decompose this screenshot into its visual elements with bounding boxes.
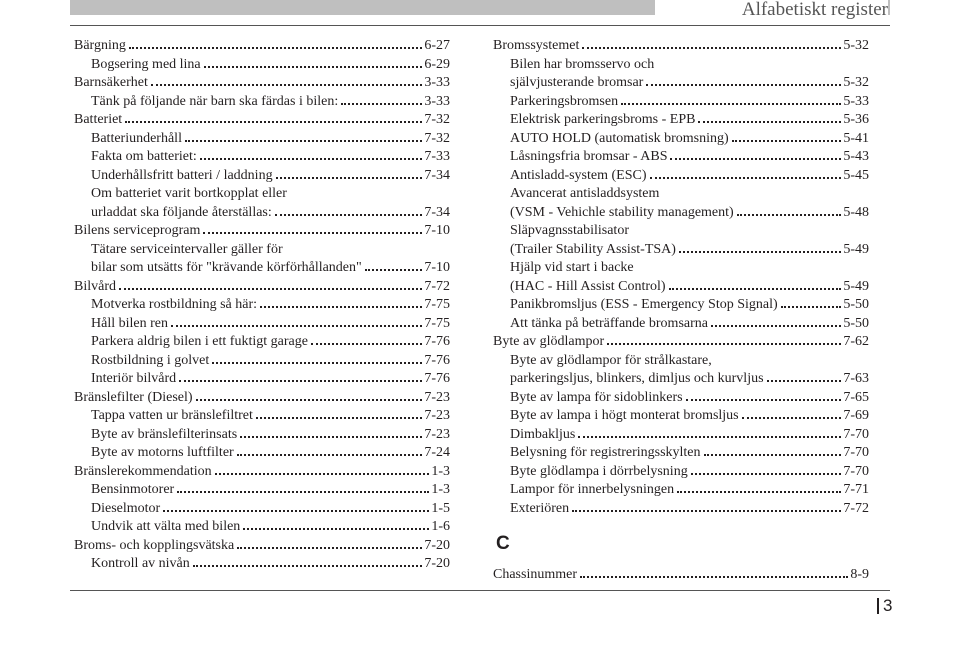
index-entry-line bbox=[493, 481, 869, 500]
index-entry-line bbox=[493, 204, 869, 223]
index-entry bbox=[74, 389, 450, 408]
index-entry bbox=[493, 333, 869, 352]
index-entry-line bbox=[74, 407, 450, 426]
index-entry-label: Byte av glödlampor bbox=[493, 334, 605, 349]
index-entry-label: Barnsäkerhet bbox=[74, 75, 148, 90]
index-entry-line bbox=[493, 463, 869, 482]
index-entry-page: 5-41 bbox=[843, 130, 869, 146]
dot-leader bbox=[275, 214, 423, 216]
dot-leader bbox=[732, 140, 842, 142]
index-entry-page: 3-33 bbox=[424, 93, 450, 109]
index-entry-line bbox=[74, 148, 450, 167]
index-entry-page: 7-62 bbox=[843, 334, 869, 349]
index-entry bbox=[74, 518, 450, 537]
index-entry-label: Panikbromsljus (ESS - Emergency Stop Signal) bbox=[510, 297, 778, 312]
index-entry-label: Parkeringsbromsen bbox=[510, 93, 619, 109]
index-entry bbox=[74, 315, 450, 334]
index-entry-label: Byte av lampa för sidoblinkers bbox=[510, 389, 683, 405]
dot-leader bbox=[311, 343, 422, 345]
index-entry-page: 5-32 bbox=[843, 75, 869, 90]
index-entry bbox=[74, 500, 450, 519]
index-entry-label: Bränslerekommendation bbox=[74, 463, 212, 479]
index-entry-line bbox=[493, 222, 869, 241]
index-entry bbox=[74, 74, 450, 93]
index-entry bbox=[74, 537, 450, 556]
index-entry-label: Håll bilen ren bbox=[91, 315, 168, 331]
index-entry-page: 6-29 bbox=[424, 56, 450, 72]
index-entry-label: Bränslefilter (Diesel) bbox=[74, 389, 193, 405]
index-entry-page: 7-72 bbox=[424, 278, 450, 294]
index-entry-line bbox=[74, 444, 450, 463]
index-entry-line bbox=[74, 333, 450, 352]
index-entry-label: Batteriet bbox=[74, 112, 123, 127]
index-entry-page: 7-32 bbox=[424, 112, 450, 127]
index-entry-line bbox=[493, 407, 869, 426]
index-entry-label: Bensinmotorer bbox=[91, 482, 175, 497]
index-entry-line bbox=[493, 185, 869, 204]
index-entry-line bbox=[74, 537, 450, 556]
dot-leader bbox=[179, 380, 422, 382]
index-entry bbox=[493, 37, 869, 56]
index-entry-line bbox=[493, 426, 869, 445]
dot-leader bbox=[240, 436, 422, 438]
index-entry-line bbox=[493, 74, 869, 93]
index-entry-line bbox=[74, 37, 450, 56]
index-entry-page: 7-70 bbox=[843, 463, 869, 479]
index-entry-line bbox=[74, 463, 450, 482]
index-entry-page: 7-34 bbox=[424, 204, 450, 220]
index-entry-line bbox=[493, 241, 869, 260]
dot-leader bbox=[177, 491, 429, 493]
index-entry bbox=[74, 222, 450, 241]
dot-leader bbox=[129, 47, 422, 49]
index-entry-page: 7-34 bbox=[424, 167, 450, 183]
dot-leader bbox=[767, 380, 842, 382]
index-entry bbox=[74, 185, 450, 222]
index-entry-label: Broms- och kopplingsvätska bbox=[74, 537, 235, 553]
index-entry-page: 7-71 bbox=[843, 482, 869, 497]
index-entry-label: (HAC - Hill Assist Control) bbox=[510, 278, 666, 294]
index-entry-page: 7-65 bbox=[843, 389, 869, 405]
index-entry-line bbox=[74, 518, 450, 537]
index-entry-page: 1-6 bbox=[431, 519, 450, 534]
index-entry-label: Underhållsfritt batteri / laddning bbox=[91, 167, 273, 183]
index-column-right bbox=[493, 37, 869, 585]
index-entry bbox=[493, 500, 869, 519]
index-entry-page: 5-36 bbox=[843, 112, 869, 127]
index-entry-line bbox=[493, 370, 869, 389]
index-entry-line bbox=[493, 167, 869, 186]
index-entry-label: Interiör bilvård bbox=[91, 371, 177, 386]
index-entry-page: 7-32 bbox=[424, 130, 450, 146]
footer-rule bbox=[70, 590, 890, 591]
index-entry-label: Släpvagnsstabilisator bbox=[510, 223, 629, 238]
index-entry-page: 7-72 bbox=[843, 500, 869, 516]
dot-leader bbox=[621, 103, 841, 105]
index-entry-label: Bilens serviceprogram bbox=[74, 223, 201, 238]
index-entry bbox=[493, 130, 869, 149]
index-entry-label: (VSM - Vehichle stability management) bbox=[510, 204, 734, 220]
index-entry-line bbox=[493, 333, 869, 352]
index-entry bbox=[493, 222, 869, 259]
index-column-right-entries bbox=[493, 37, 869, 518]
index-entry-label: Att tänka på beträffande bromsarna bbox=[510, 315, 708, 331]
index-entry-label: Kontroll av nivån bbox=[91, 556, 190, 571]
dot-leader bbox=[171, 325, 422, 327]
index-entry-label: Dieselmotor bbox=[91, 500, 161, 516]
index-entry bbox=[74, 444, 450, 463]
index-entry-line bbox=[74, 370, 450, 389]
index-entry-page: 7-63 bbox=[843, 371, 869, 386]
index-entry-page: 5-49 bbox=[843, 241, 869, 257]
index-entry-line bbox=[493, 315, 869, 334]
index-entry bbox=[74, 463, 450, 482]
index-entry-label: Elektrisk parkeringsbroms - EPB bbox=[510, 112, 696, 127]
index-entry-line bbox=[493, 56, 869, 75]
index-entry-label: Bärgning bbox=[74, 38, 126, 53]
index-entry-page: 5-45 bbox=[843, 167, 869, 183]
dot-leader bbox=[737, 214, 842, 216]
index-entry-page: 7-24 bbox=[424, 445, 450, 460]
index-entry bbox=[74, 352, 450, 371]
index-entry-page: 5-33 bbox=[843, 93, 869, 109]
dot-leader bbox=[196, 399, 423, 401]
index-entry bbox=[74, 333, 450, 352]
index-entry-label: urladdat ska följande återställas: bbox=[91, 204, 272, 220]
section-letter-c: C bbox=[496, 533, 510, 554]
index-entry-page: 7-10 bbox=[424, 223, 450, 238]
dot-leader bbox=[260, 306, 422, 308]
index-entry bbox=[493, 185, 869, 222]
dot-leader bbox=[781, 306, 842, 308]
index-entry-line bbox=[74, 241, 450, 260]
footer-page-number bbox=[883, 596, 892, 616]
index-entry bbox=[74, 241, 450, 278]
dot-leader bbox=[256, 417, 422, 419]
index-entry-line bbox=[74, 130, 450, 149]
index-entry bbox=[493, 426, 869, 445]
index-column-left bbox=[74, 37, 450, 574]
dot-leader bbox=[237, 454, 423, 456]
dot-leader bbox=[582, 47, 841, 49]
dot-leader bbox=[572, 510, 841, 512]
index-entry-page: 7-20 bbox=[424, 537, 450, 553]
index-entry-line bbox=[493, 259, 869, 278]
index-entry-label: självjusterande bromsar bbox=[510, 75, 644, 90]
dot-leader bbox=[646, 84, 841, 86]
index-entry-line bbox=[493, 148, 869, 167]
index-entry-line bbox=[74, 56, 450, 75]
index-entry-line bbox=[74, 259, 450, 278]
index-entry-line bbox=[74, 74, 450, 93]
index-entry-page: 6-27 bbox=[424, 38, 450, 53]
dot-leader bbox=[215, 473, 430, 475]
index-entry-line bbox=[74, 185, 450, 204]
index-entry-label: Exteriören bbox=[510, 500, 570, 516]
dot-leader bbox=[711, 325, 841, 327]
index-entry-line bbox=[74, 111, 450, 130]
index-entry-page: 1-3 bbox=[431, 482, 450, 497]
index-entry-page: 5-50 bbox=[843, 297, 869, 312]
index-entry-label: Låsningsfria bromsar - ABS bbox=[510, 149, 668, 164]
index-entry-line bbox=[493, 352, 869, 371]
dot-leader bbox=[679, 251, 841, 253]
dot-leader bbox=[193, 565, 423, 567]
index-entry-page: 7-70 bbox=[843, 426, 869, 442]
index-entry-page: 7-76 bbox=[424, 371, 450, 386]
dot-leader bbox=[742, 417, 842, 419]
index-entry-label: Tappa vatten ur bränslefiltret bbox=[91, 408, 253, 423]
index-entry-line bbox=[493, 389, 869, 408]
dot-leader bbox=[704, 454, 842, 456]
index-entry-page: 1-3 bbox=[431, 463, 450, 479]
index-entry-line bbox=[74, 296, 450, 315]
dot-leader bbox=[119, 288, 422, 290]
dot-leader bbox=[670, 158, 841, 160]
index-entry-label: Byte glödlampa i dörrbelysning bbox=[510, 463, 688, 479]
index-entry bbox=[493, 296, 869, 315]
index-entry-label: Bogsering med lina bbox=[91, 56, 201, 72]
index-entry-line bbox=[74, 389, 450, 408]
index-entry-line bbox=[74, 278, 450, 297]
index-entry-label: Tänk på följande när barn ska färdas i bilen: bbox=[91, 93, 339, 109]
index-entry-label: Bromssystemet bbox=[493, 38, 580, 53]
index-entry-line bbox=[493, 37, 869, 56]
dot-leader bbox=[607, 343, 841, 345]
index-entry-page: 8-9 bbox=[850, 567, 869, 582]
index-entry-label: Tätare serviceintervaller gäller för bbox=[91, 241, 283, 257]
index-entry bbox=[74, 148, 450, 167]
index-entry bbox=[74, 555, 450, 574]
index-entry bbox=[74, 111, 450, 130]
index-entry-line bbox=[74, 204, 450, 223]
index-entry bbox=[493, 407, 869, 426]
index-entry bbox=[493, 56, 869, 93]
index-entry bbox=[493, 352, 869, 389]
dot-leader bbox=[341, 103, 422, 105]
index-entry-label: Byte av bränslefilterinsats bbox=[91, 426, 238, 442]
dot-leader bbox=[698, 121, 841, 123]
index-entry-line bbox=[74, 167, 450, 186]
dot-leader bbox=[686, 399, 842, 401]
dot-leader bbox=[212, 362, 422, 364]
index-entry-page: 7-10 bbox=[424, 260, 450, 275]
index-entry-label: Parkera aldrig bilen i ett fuktigt garage bbox=[91, 334, 308, 349]
index-entry bbox=[74, 130, 450, 149]
dot-leader bbox=[200, 158, 423, 160]
index-entry-page: 7-23 bbox=[424, 408, 450, 423]
index-entry bbox=[493, 566, 869, 585]
dot-leader bbox=[243, 528, 429, 530]
index-entry-line bbox=[74, 481, 450, 500]
index-entry bbox=[74, 167, 450, 186]
index-entry-page: 5-43 bbox=[843, 149, 869, 164]
index-entry-label: Bilvård bbox=[74, 278, 116, 294]
footer-page-separator bbox=[877, 598, 879, 614]
index-entry-label: Belysning för registreringsskylten bbox=[510, 445, 701, 460]
index-entry bbox=[74, 93, 450, 112]
index-entry bbox=[74, 56, 450, 75]
index-entry bbox=[493, 389, 869, 408]
index-entry-label: Rostbildning i golvet bbox=[91, 352, 210, 368]
index-entry-label: Dimbakljus bbox=[510, 426, 576, 442]
index-entry-line bbox=[74, 315, 450, 334]
index-entry bbox=[493, 444, 869, 463]
index-entry-label: Om batteriet varit bortkopplat eller bbox=[91, 186, 287, 201]
dot-leader bbox=[650, 177, 842, 179]
index-entry-page: 7-76 bbox=[424, 334, 450, 349]
index-entry-label: bilar som utsätts för "krävande körförhållanden" bbox=[91, 260, 362, 275]
index-entry-line bbox=[493, 278, 869, 297]
index-entry-page: 5-48 bbox=[843, 204, 869, 220]
index-entry-line bbox=[493, 566, 869, 585]
index-entry-line bbox=[493, 500, 869, 519]
dot-leader bbox=[125, 121, 422, 123]
index-entry-line bbox=[493, 296, 869, 315]
dot-leader bbox=[276, 177, 423, 179]
dot-leader bbox=[677, 491, 841, 493]
index-entry-page: 7-75 bbox=[424, 297, 450, 312]
index-entry-label: Antisladd-system (ESC) bbox=[510, 167, 647, 183]
index-entry-line bbox=[493, 444, 869, 463]
index-entry-line bbox=[493, 111, 869, 130]
index-entry bbox=[74, 370, 450, 389]
index-entry bbox=[493, 259, 869, 296]
index-entry-line bbox=[493, 130, 869, 149]
dot-leader bbox=[151, 84, 422, 86]
index-entry-label: Undvik att välta med bilen bbox=[91, 519, 241, 534]
index-entry-label: Byte av motorns luftfilter bbox=[91, 445, 234, 460]
index-entry bbox=[74, 426, 450, 445]
index-entry bbox=[74, 481, 450, 500]
index-entry-line bbox=[493, 93, 869, 112]
index-entry-page: 7-70 bbox=[843, 445, 869, 460]
index-entry-line bbox=[74, 222, 450, 241]
index-entry-page: 7-69 bbox=[843, 408, 869, 423]
index-entry-line bbox=[74, 426, 450, 445]
index-entry-page: 5-50 bbox=[843, 315, 869, 331]
index-entry-page: 3-33 bbox=[424, 75, 450, 90]
footer-page-right: 3 bbox=[883, 596, 893, 615]
index-entry bbox=[493, 167, 869, 186]
index-entry bbox=[493, 463, 869, 482]
index-entry-line bbox=[74, 555, 450, 574]
dot-leader bbox=[204, 66, 423, 68]
index-entry-line bbox=[74, 352, 450, 371]
index-entry-label: Byte av glödlampor för strålkastare, bbox=[510, 352, 712, 368]
index-entry-line bbox=[74, 500, 450, 519]
dot-leader bbox=[691, 473, 842, 475]
index-entry-label: (Trailer Stability Assist-TSA) bbox=[510, 241, 676, 257]
dot-leader bbox=[580, 576, 848, 578]
index-entry-label: Lampor för innerbelysningen bbox=[510, 482, 675, 497]
index-entry bbox=[493, 148, 869, 167]
dot-leader bbox=[237, 547, 422, 549]
index-entry bbox=[493, 481, 869, 500]
index-entry bbox=[74, 407, 450, 426]
index-entry-label: Chassinummer bbox=[493, 567, 577, 582]
dot-leader bbox=[578, 436, 841, 438]
index-entry-page: 1-5 bbox=[431, 500, 450, 516]
section-c-entries bbox=[493, 566, 869, 585]
index-entry-page: 7-33 bbox=[424, 149, 450, 164]
index-entry bbox=[493, 111, 869, 130]
index-entry bbox=[493, 93, 869, 112]
dot-leader bbox=[203, 232, 422, 234]
index-entry-page: 7-76 bbox=[424, 352, 450, 368]
index-entry-label: Batteriunderhåll bbox=[91, 130, 182, 146]
dot-leader bbox=[185, 140, 422, 142]
index-entry-page: 7-20 bbox=[424, 556, 450, 571]
index-entry bbox=[74, 37, 450, 56]
header-rule bbox=[70, 25, 890, 26]
index-entry-label: Fakta om batteriet: bbox=[91, 149, 197, 164]
index-entry-label: Avancerat antisladdsystem bbox=[510, 186, 660, 201]
dot-leader bbox=[669, 288, 842, 290]
index-entry bbox=[493, 315, 869, 334]
index-entry-label: Motverka rostbildning så här: bbox=[91, 297, 258, 312]
index-entry bbox=[74, 296, 450, 315]
index-entry-label: parkeringsljus, blinkers, dimljus och kurvljus bbox=[510, 371, 764, 386]
header-title: Alfabetiskt register bbox=[655, 0, 888, 22]
index-entry-page: 7-75 bbox=[424, 315, 450, 331]
index-entry-page: 7-23 bbox=[424, 389, 450, 405]
index-entry-label: Bilen har bromsservo och bbox=[510, 56, 655, 72]
dot-leader bbox=[365, 269, 423, 271]
index-entry-page: 7-23 bbox=[424, 426, 450, 442]
index-entry-label: Hjälp vid start i backe bbox=[510, 260, 634, 275]
index-entry-page: 5-32 bbox=[843, 38, 869, 53]
dot-leader bbox=[163, 510, 429, 512]
index-entry-label: Byte av lampa i högt monterat bromsljus bbox=[510, 408, 739, 423]
index-entry-label: AUTO HOLD (automatisk bromsning) bbox=[510, 130, 729, 146]
index-entry bbox=[74, 278, 450, 297]
index-entry-page: 5-49 bbox=[843, 278, 869, 294]
index-entry-line bbox=[74, 93, 450, 112]
